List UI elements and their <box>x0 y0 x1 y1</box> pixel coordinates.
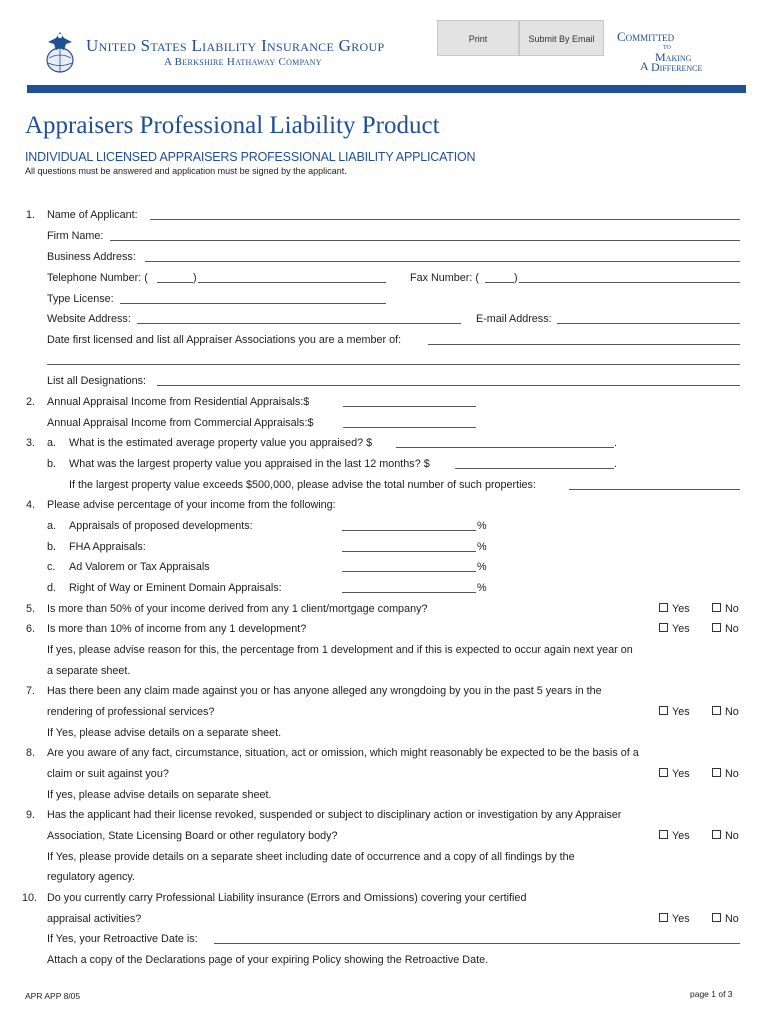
q1-website-row <box>0 312 770 332</box>
sub-letter: c. <box>47 561 56 573</box>
q6-note-row <box>0 643 770 663</box>
q9-text-continued: Association, State Licensing Board or other regulatory body? <box>47 830 338 842</box>
question-number: 10. <box>21 892 37 904</box>
associations-field[interactable] <box>428 344 740 345</box>
commercial-income-field[interactable] <box>343 427 476 428</box>
properties-count-field[interactable] <box>569 489 740 490</box>
business-address-field[interactable] <box>145 261 740 262</box>
q10-yes-checkbox[interactable]: Yes <box>659 912 690 926</box>
retroactive-date-label: If Yes, your Retroactive Date is: <box>47 933 198 945</box>
question-number: 4. <box>25 499 35 511</box>
q6-no-checkbox[interactable]: No <box>712 622 739 636</box>
telephone-field[interactable] <box>198 282 386 283</box>
submit-by-email-button[interactable]: Submit By Email <box>519 20 604 56</box>
q9-note-row-2 <box>0 870 770 890</box>
page-number: page 1 of 3 <box>690 989 733 999</box>
q9-text: Has the applicant had their license revoked, suspended or subject to disciplinary action or investigation by any Appraiser <box>47 809 622 821</box>
associations-field-continued[interactable] <box>47 364 740 365</box>
fha-appraisals-label: FHA Appraisals: <box>69 541 146 553</box>
q9-note-continued: regulatory agency. <box>47 871 136 883</box>
email-label: E-mail Address: <box>476 313 552 325</box>
q5-yes-checkbox[interactable]: Yes <box>659 602 690 616</box>
application-subtitle: INDIVIDUAL LICENSED APPRAISERS PROFESSIONAL LIABILITY APPLICATION <box>25 150 476 164</box>
company-name: United States Liability Insurance Group <box>86 36 385 55</box>
applicant-name-label: Name of Applicant: <box>47 209 138 221</box>
question-number: 9. <box>25 809 35 821</box>
question-number: 1. <box>25 209 35 221</box>
q4d-row <box>0 581 770 601</box>
sub-letter: a. <box>47 520 57 532</box>
properties-count-label: If the largest property value exceeds $500,000, please advise the total number of such properties: <box>69 479 536 491</box>
q8-no-checkbox[interactable]: No <box>712 767 739 781</box>
designations-label: List all Designations: <box>47 375 147 387</box>
q2-residential-row <box>0 395 770 415</box>
average-value-label: What is the estimated average property value you appraised? $ <box>69 437 373 449</box>
fax-field[interactable] <box>519 282 740 283</box>
q1-firm-row <box>0 229 770 249</box>
q1-designations-row <box>0 374 770 394</box>
q7-note-row <box>0 726 770 746</box>
telephone-label: Telephone Number: ( <box>47 272 148 284</box>
q7-row <box>0 684 770 704</box>
header-divider-bar <box>27 85 746 93</box>
ad-valorem-label: Ad Valorem or Tax Appraisals <box>69 561 210 573</box>
q9-row <box>0 808 770 828</box>
tagline-a: A <box>640 59 649 73</box>
website-label: Website Address: <box>47 313 131 325</box>
percent-sign: % <box>477 541 487 553</box>
q4c-row <box>0 560 770 580</box>
q8-row <box>0 746 770 766</box>
question-number: 6. <box>25 623 35 635</box>
period: . <box>614 458 617 470</box>
page-title: Appraisers Professional Liability Product <box>25 112 440 139</box>
q7-text-continued: rendering of professional services? <box>47 706 215 718</box>
q5-text: Is more than 50% of your income derived from any 1 client/mortgage company? <box>47 603 428 615</box>
business-address-label: Business Address: <box>47 251 136 263</box>
designations-field[interactable] <box>157 385 740 386</box>
tagline-committed: Committed <box>617 29 675 44</box>
q5-no-checkbox[interactable]: No <box>712 602 739 616</box>
q10-attach-row <box>0 953 770 973</box>
q8-text-continued: claim or suit against you? <box>47 768 169 780</box>
q10-row-2 <box>0 912 770 932</box>
q1-license-row <box>0 292 770 312</box>
question-number: 8. <box>25 747 35 759</box>
tagline-to: to <box>663 42 671 51</box>
email-field[interactable] <box>557 323 740 324</box>
sub-letter: b. <box>47 458 57 470</box>
q8-text: Are you aware of any fact, circumstance, situation, act or omission, which might reasonably be expected to be the basis of a <box>47 747 639 759</box>
q7-text: Has there been any claim made against you or has anyone alleged any wrongdoing by you in the past 5 years in the <box>47 685 602 697</box>
attach-declarations-note: Attach a copy of the Declarations page of your expiring Policy showing the Retroactive Date. <box>47 954 489 966</box>
q7-note: If Yes, please advise details on a separate sheet. <box>47 727 282 739</box>
average-value-field[interactable] <box>396 447 614 448</box>
ad-valorem-percent-field[interactable] <box>342 571 476 572</box>
largest-value-field[interactable] <box>455 468 614 469</box>
firm-name-label: Firm Name: <box>47 230 104 242</box>
print-button[interactable]: Print <box>437 20 519 56</box>
residential-income-field[interactable] <box>343 406 476 407</box>
q10-no-checkbox[interactable]: No <box>712 912 739 926</box>
sub-letter: d. <box>47 582 57 594</box>
tagline-difference: Difference <box>651 60 703 74</box>
tagline-making: Making <box>655 50 692 64</box>
fax-area-code-field[interactable] <box>485 282 514 283</box>
q6-row <box>0 622 770 642</box>
question-number: 2. <box>25 396 35 408</box>
q1-name-row <box>0 208 770 228</box>
question-number: 7. <box>25 685 35 697</box>
right-of-way-label: Right of Way or Eminent Domain Appraisals: <box>69 582 282 594</box>
eagle-globe-logo-icon <box>44 30 76 74</box>
q6-note-continued: a separate sheet. <box>47 665 131 677</box>
q6-yes-checkbox[interactable]: Yes <box>659 622 690 636</box>
retroactive-date-field[interactable] <box>214 943 740 944</box>
q4a-row <box>0 519 770 539</box>
license-type-field[interactable] <box>120 303 386 304</box>
q9-no-checkbox[interactable]: No <box>712 829 739 843</box>
commercial-income-label: Annual Appraisal Income from Commercial Appraisals:$ <box>47 417 314 429</box>
percent-sign: % <box>477 582 487 594</box>
question-number: 5. <box>25 603 35 615</box>
q6-note: If yes, please advise reason for this, the percentage from 1 development and if this is expected to occur again next year on <box>47 644 633 656</box>
q9-row-2 <box>0 829 770 849</box>
telephone-area-code-field[interactable] <box>157 282 193 283</box>
q9-yes-checkbox[interactable]: Yes <box>659 829 690 843</box>
license-type-label: Type License: <box>47 293 114 305</box>
q3b-row <box>0 457 770 477</box>
form-id: APR APP 8/05 <box>25 991 81 1001</box>
website-field[interactable] <box>137 323 461 324</box>
q3a-row <box>0 436 770 456</box>
sub-letter: b. <box>47 541 57 553</box>
proposed-developments-percent-field[interactable] <box>342 530 476 531</box>
q1-address-row <box>0 250 770 270</box>
q7-row-2 <box>0 705 770 725</box>
q4-row <box>0 498 770 518</box>
q5-row <box>0 602 770 622</box>
q9-note: If Yes, please provide details on a separate sheet including date of occurrence and a copy of all findings by the <box>47 851 575 863</box>
associations-label: Date first licensed and list all Appraiser Associations you are a member of: <box>47 334 402 346</box>
fax-paren-close: ) <box>514 272 518 284</box>
firm-name-field[interactable] <box>110 240 740 241</box>
q10-row <box>0 891 770 911</box>
percent-sign: % <box>477 561 487 573</box>
applicant-name-field[interactable] <box>150 219 740 220</box>
q10-text-continued: appraisal activities? <box>47 913 142 925</box>
q10-retro-row <box>0 932 770 952</box>
q9-note-row <box>0 850 770 870</box>
right-of-way-percent-field[interactable] <box>342 592 476 593</box>
q1-phone-row <box>0 271 770 291</box>
q8-row-2 <box>0 767 770 787</box>
q8-note: If yes, please advise details on separate sheet. <box>47 789 272 801</box>
q1-associations-row-2 <box>0 353 770 373</box>
company-subtitle: A Berkshire Hathaway Company <box>164 56 322 68</box>
q7-no-checkbox[interactable]: No <box>712 705 739 719</box>
q10-text: Do you currently carry Professional Liability insurance (Errors and Omissions) covering your certified <box>47 892 527 904</box>
largest-value-label: What was the largest property value you appraised in the last 12 months? $ <box>69 458 430 470</box>
percent-sign: % <box>477 520 487 532</box>
sub-letter: a. <box>47 437 57 449</box>
q6-note-row-2 <box>0 664 770 684</box>
instructions-note: All questions must be answered and application must be signed by the applicant. <box>25 166 347 176</box>
q1-associations-row <box>0 333 770 353</box>
q8-yes-checkbox[interactable]: Yes <box>659 767 690 781</box>
q8-note-row <box>0 788 770 808</box>
telephone-paren-close: ) <box>193 272 197 284</box>
fha-appraisals-percent-field[interactable] <box>342 551 476 552</box>
q3c-row <box>0 478 770 498</box>
q2-commercial-row <box>0 416 770 436</box>
q7-yes-checkbox[interactable]: Yes <box>659 705 690 719</box>
residential-income-label: Annual Appraisal Income from Residential Appraisals:$ <box>47 396 310 408</box>
period: . <box>614 437 617 449</box>
q4b-row <box>0 540 770 560</box>
fax-label: Fax Number: ( <box>410 272 479 284</box>
question-number: 3. <box>25 437 35 449</box>
proposed-developments-label: Appraisals of proposed developments: <box>69 520 253 532</box>
q6-text: Is more than 10% of income from any 1 development? <box>47 623 307 635</box>
income-percentage-question: Please advise percentage of your income from the following: <box>47 499 336 511</box>
